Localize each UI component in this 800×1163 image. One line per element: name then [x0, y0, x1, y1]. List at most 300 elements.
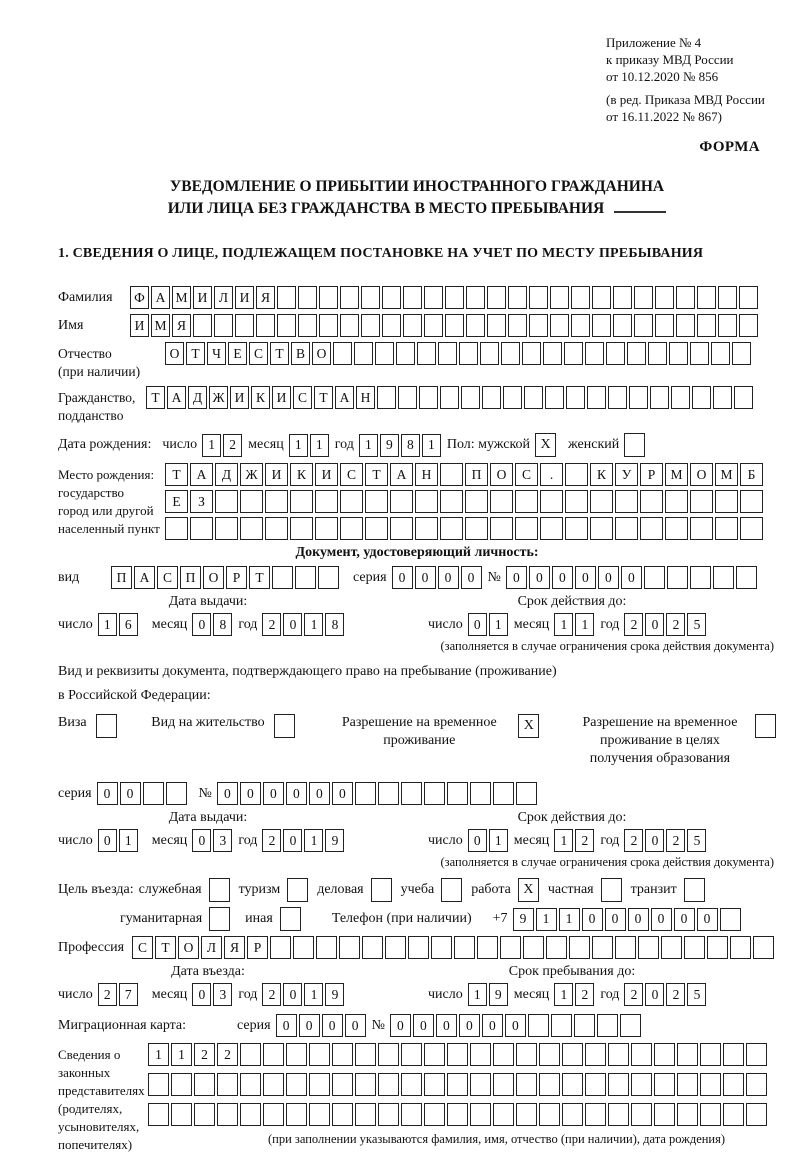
char-cell[interactable] [753, 936, 774, 959]
char-cell[interactable]: 0 [309, 782, 330, 805]
char-cell[interactable] [713, 566, 734, 589]
char-cell[interactable]: 1 [289, 434, 308, 457]
char-cell[interactable]: Р [247, 936, 268, 959]
char-cell[interactable] [562, 1073, 583, 1096]
char-cell[interactable] [697, 314, 716, 337]
char-cell[interactable] [365, 490, 388, 513]
char-cell[interactable] [440, 386, 459, 409]
char-cell[interactable]: С [293, 386, 312, 409]
char-cell[interactable]: 0 [645, 829, 664, 852]
char-cell[interactable] [480, 342, 499, 365]
char-cell[interactable] [592, 936, 613, 959]
char-cell[interactable]: 0 [468, 613, 487, 636]
char-cell[interactable] [265, 517, 288, 540]
char-cell[interactable] [487, 286, 506, 309]
purpose-humanitarian-checkbox[interactable] [209, 907, 230, 931]
char-cell[interactable] [606, 342, 625, 365]
char-cell[interactable] [355, 1073, 376, 1096]
char-cell[interactable] [286, 1103, 307, 1126]
char-cell[interactable] [319, 286, 338, 309]
char-cell[interactable]: 0 [482, 1014, 503, 1037]
char-cell[interactable] [669, 342, 688, 365]
char-cell[interactable] [447, 1103, 468, 1126]
char-cell[interactable]: И [235, 286, 254, 309]
char-cell[interactable] [490, 490, 513, 513]
char-cell[interactable] [590, 490, 613, 513]
gender-female-checkbox[interactable] [624, 433, 645, 457]
char-cell[interactable] [194, 1073, 215, 1096]
char-cell[interactable]: 0 [628, 908, 649, 931]
char-cell[interactable] [318, 566, 339, 589]
char-cell[interactable]: 0 [605, 908, 626, 931]
char-cell[interactable]: 2 [262, 829, 281, 852]
char-cell[interactable]: 0 [322, 1014, 343, 1037]
char-cell[interactable] [332, 1043, 353, 1066]
char-cell[interactable]: 0 [459, 1014, 480, 1037]
char-cell[interactable]: Т [314, 386, 333, 409]
char-cell[interactable] [470, 1073, 491, 1096]
char-cell[interactable] [401, 1043, 422, 1066]
char-cell[interactable] [355, 1103, 376, 1126]
char-cell[interactable] [295, 566, 316, 589]
char-cell[interactable] [638, 936, 659, 959]
char-cell[interactable]: Д [215, 463, 238, 486]
char-cell[interactable]: 0 [240, 782, 261, 805]
char-cell[interactable] [690, 490, 713, 513]
char-cell[interactable] [419, 386, 438, 409]
char-cell[interactable]: 1 [304, 829, 323, 852]
char-cell[interactable] [746, 1103, 767, 1126]
char-cell[interactable] [736, 566, 757, 589]
char-cell[interactable] [333, 342, 352, 365]
char-cell[interactable]: С [340, 463, 363, 486]
char-cell[interactable] [340, 286, 359, 309]
char-cell[interactable]: 8 [401, 434, 420, 457]
char-cell[interactable]: Е [165, 490, 188, 513]
char-cell[interactable] [385, 936, 406, 959]
char-cell[interactable] [493, 782, 514, 805]
char-cell[interactable]: 0 [461, 566, 482, 589]
char-cell[interactable] [692, 386, 711, 409]
char-cell[interactable] [620, 1014, 641, 1037]
char-cell[interactable] [361, 314, 380, 337]
char-cell[interactable]: 5 [687, 613, 706, 636]
char-cell[interactable]: Н [415, 463, 438, 486]
char-cell[interactable]: 2 [223, 434, 242, 457]
char-cell[interactable]: 2 [666, 829, 685, 852]
char-cell[interactable]: 1 [554, 829, 573, 852]
char-cell[interactable] [377, 386, 396, 409]
char-cell[interactable] [500, 936, 521, 959]
char-cell[interactable] [240, 1073, 261, 1096]
char-cell[interactable] [461, 386, 480, 409]
char-cell[interactable] [550, 314, 569, 337]
char-cell[interactable] [165, 517, 188, 540]
char-cell[interactable] [592, 314, 611, 337]
char-cell[interactable]: 0 [413, 1014, 434, 1037]
char-cell[interactable]: 9 [325, 829, 344, 852]
char-cell[interactable] [718, 286, 737, 309]
char-cell[interactable] [332, 1103, 353, 1126]
char-cell[interactable] [454, 936, 475, 959]
char-cell[interactable] [590, 517, 613, 540]
char-cell[interactable]: 3 [213, 829, 232, 852]
char-cell[interactable] [543, 342, 562, 365]
char-cell[interactable]: 5 [687, 829, 706, 852]
char-cell[interactable] [540, 517, 563, 540]
char-cell[interactable] [723, 1073, 744, 1096]
char-cell[interactable] [608, 386, 627, 409]
char-cell[interactable] [424, 314, 443, 337]
char-cell[interactable] [631, 1073, 652, 1096]
char-cell[interactable] [654, 1103, 675, 1126]
char-cell[interactable]: Т [165, 463, 188, 486]
char-cell[interactable]: Д [188, 386, 207, 409]
char-cell[interactable] [277, 286, 296, 309]
char-cell[interactable]: 0 [286, 782, 307, 805]
char-cell[interactable] [585, 1043, 606, 1066]
char-cell[interactable] [516, 782, 537, 805]
char-cell[interactable] [240, 517, 263, 540]
char-cell[interactable] [263, 1073, 284, 1096]
char-cell[interactable]: 0 [438, 566, 459, 589]
char-cell[interactable] [571, 314, 590, 337]
char-cell[interactable]: О [178, 936, 199, 959]
char-cell[interactable] [217, 1073, 238, 1096]
char-cell[interactable] [309, 1043, 330, 1066]
char-cell[interactable] [286, 1073, 307, 1096]
char-cell[interactable] [654, 1073, 675, 1096]
char-cell[interactable] [539, 1103, 560, 1126]
char-cell[interactable] [661, 936, 682, 959]
residence-permit-checkbox[interactable] [274, 714, 295, 738]
char-cell[interactable] [730, 936, 751, 959]
char-cell[interactable] [627, 342, 646, 365]
char-cell[interactable] [361, 286, 380, 309]
char-cell[interactable] [382, 314, 401, 337]
char-cell[interactable] [493, 1103, 514, 1126]
char-cell[interactable] [390, 490, 413, 513]
char-cell[interactable] [654, 1043, 675, 1066]
char-cell[interactable]: С [249, 342, 268, 365]
char-cell[interactable]: 0 [674, 908, 695, 931]
char-cell[interactable]: О [312, 342, 331, 365]
char-cell[interactable] [143, 782, 164, 805]
char-cell[interactable] [470, 1103, 491, 1126]
temp-residence-checkbox[interactable]: X [518, 714, 539, 738]
char-cell[interactable] [711, 342, 730, 365]
char-cell[interactable] [640, 490, 663, 513]
char-cell[interactable]: Ж [209, 386, 228, 409]
char-cell[interactable] [319, 314, 338, 337]
char-cell[interactable]: П [111, 566, 132, 589]
char-cell[interactable]: 1 [98, 613, 117, 636]
char-cell[interactable] [715, 517, 738, 540]
char-cell[interactable] [403, 286, 422, 309]
char-cell[interactable] [676, 314, 695, 337]
char-cell[interactable]: 9 [380, 434, 399, 457]
char-cell[interactable]: 2 [666, 613, 685, 636]
char-cell[interactable] [667, 566, 688, 589]
char-cell[interactable] [690, 342, 709, 365]
char-cell[interactable] [445, 286, 464, 309]
char-cell[interactable]: 0 [529, 566, 550, 589]
char-cell[interactable] [713, 386, 732, 409]
char-cell[interactable]: 7 [119, 983, 138, 1006]
char-cell[interactable]: 0 [217, 782, 238, 805]
char-cell[interactable]: 1 [119, 829, 138, 852]
char-cell[interactable]: 1 [422, 434, 441, 457]
char-cell[interactable] [516, 1043, 537, 1066]
gender-male-checkbox[interactable]: X [535, 433, 556, 457]
char-cell[interactable]: 2 [575, 829, 594, 852]
char-cell[interactable] [528, 1014, 549, 1037]
char-cell[interactable]: Ч [207, 342, 226, 365]
char-cell[interactable] [700, 1103, 721, 1126]
char-cell[interactable]: 0 [598, 566, 619, 589]
purpose-study-checkbox[interactable] [441, 878, 462, 902]
char-cell[interactable] [378, 1103, 399, 1126]
char-cell[interactable] [640, 517, 663, 540]
char-cell[interactable] [148, 1103, 169, 1126]
char-cell[interactable]: К [251, 386, 270, 409]
char-cell[interactable] [378, 1073, 399, 1096]
char-cell[interactable] [565, 490, 588, 513]
char-cell[interactable]: 0 [468, 829, 487, 852]
char-cell[interactable] [718, 314, 737, 337]
char-cell[interactable] [277, 314, 296, 337]
char-cell[interactable]: . [540, 463, 563, 486]
char-cell[interactable] [739, 286, 758, 309]
char-cell[interactable] [240, 1103, 261, 1126]
char-cell[interactable] [608, 1103, 629, 1126]
char-cell[interactable] [566, 386, 585, 409]
char-cell[interactable] [316, 936, 337, 959]
char-cell[interactable] [365, 517, 388, 540]
char-cell[interactable] [615, 490, 638, 513]
char-cell[interactable]: А [151, 286, 170, 309]
char-cell[interactable] [671, 386, 690, 409]
char-cell[interactable]: Р [640, 463, 663, 486]
char-cell[interactable] [493, 1073, 514, 1096]
char-cell[interactable] [516, 1103, 537, 1126]
char-cell[interactable] [677, 1043, 698, 1066]
char-cell[interactable]: 0 [97, 782, 118, 805]
char-cell[interactable] [470, 782, 491, 805]
char-cell[interactable] [417, 342, 436, 365]
char-cell[interactable] [634, 286, 653, 309]
char-cell[interactable]: 0 [192, 829, 211, 852]
char-cell[interactable] [501, 342, 520, 365]
char-cell[interactable] [298, 286, 317, 309]
char-cell[interactable]: 9 [325, 983, 344, 1006]
char-cell[interactable] [613, 286, 632, 309]
char-cell[interactable]: 6 [119, 613, 138, 636]
char-cell[interactable]: 1 [304, 983, 323, 1006]
char-cell[interactable]: 9 [489, 983, 508, 1006]
char-cell[interactable] [465, 490, 488, 513]
char-cell[interactable]: 1 [575, 613, 594, 636]
char-cell[interactable]: О [165, 342, 184, 365]
char-cell[interactable] [585, 1103, 606, 1126]
char-cell[interactable] [424, 782, 445, 805]
char-cell[interactable] [415, 517, 438, 540]
char-cell[interactable]: К [590, 463, 613, 486]
char-cell[interactable]: 2 [575, 983, 594, 1006]
char-cell[interactable] [217, 1103, 238, 1126]
char-cell[interactable] [408, 936, 429, 959]
char-cell[interactable] [565, 517, 588, 540]
char-cell[interactable]: 3 [213, 983, 232, 1006]
char-cell[interactable]: 8 [213, 613, 232, 636]
char-cell[interactable] [665, 517, 688, 540]
char-cell[interactable] [272, 566, 293, 589]
char-cell[interactable]: 0 [697, 908, 718, 931]
char-cell[interactable]: 1 [554, 613, 573, 636]
char-cell[interactable] [355, 782, 376, 805]
char-cell[interactable] [615, 517, 638, 540]
char-cell[interactable] [148, 1073, 169, 1096]
char-cell[interactable] [256, 314, 275, 337]
char-cell[interactable]: 0 [283, 983, 302, 1006]
char-cell[interactable]: Т [249, 566, 270, 589]
char-cell[interactable]: 2 [262, 983, 281, 1006]
char-cell[interactable]: М [172, 286, 191, 309]
char-cell[interactable]: 2 [194, 1043, 215, 1066]
char-cell[interactable] [650, 386, 669, 409]
char-cell[interactable] [447, 1043, 468, 1066]
char-cell[interactable]: 9 [513, 908, 534, 931]
char-cell[interactable] [309, 1073, 330, 1096]
char-cell[interactable] [487, 314, 506, 337]
char-cell[interactable]: О [690, 463, 713, 486]
char-cell[interactable] [615, 936, 636, 959]
char-cell[interactable] [424, 286, 443, 309]
char-cell[interactable]: 8 [325, 613, 344, 636]
char-cell[interactable] [677, 1103, 698, 1126]
char-cell[interactable] [214, 314, 233, 337]
char-cell[interactable]: 0 [192, 983, 211, 1006]
char-cell[interactable] [608, 1043, 629, 1066]
char-cell[interactable]: Р [226, 566, 247, 589]
char-cell[interactable] [562, 1103, 583, 1126]
char-cell[interactable] [571, 286, 590, 309]
char-cell[interactable] [540, 490, 563, 513]
char-cell[interactable] [340, 490, 363, 513]
char-cell[interactable] [546, 936, 567, 959]
char-cell[interactable]: 0 [505, 1014, 526, 1037]
char-cell[interactable] [270, 936, 291, 959]
char-cell[interactable] [715, 490, 738, 513]
char-cell[interactable] [401, 1073, 422, 1096]
char-cell[interactable] [362, 936, 383, 959]
char-cell[interactable]: А [190, 463, 213, 486]
char-cell[interactable] [438, 342, 457, 365]
char-cell[interactable] [298, 314, 317, 337]
char-cell[interactable] [263, 1043, 284, 1066]
char-cell[interactable] [459, 342, 478, 365]
char-cell[interactable] [332, 1073, 353, 1096]
char-cell[interactable]: М [715, 463, 738, 486]
char-cell[interactable]: 0 [283, 829, 302, 852]
char-cell[interactable]: 2 [262, 613, 281, 636]
char-cell[interactable]: К [290, 463, 313, 486]
char-cell[interactable]: 2 [624, 829, 643, 852]
char-cell[interactable]: Т [365, 463, 388, 486]
char-cell[interactable]: 5 [687, 983, 706, 1006]
char-cell[interactable] [562, 1043, 583, 1066]
char-cell[interactable]: 2 [624, 613, 643, 636]
char-cell[interactable] [732, 342, 751, 365]
char-cell[interactable] [401, 782, 422, 805]
char-cell[interactable] [524, 386, 543, 409]
char-cell[interactable]: 0 [192, 613, 211, 636]
char-cell[interactable] [447, 782, 468, 805]
char-cell[interactable] [440, 517, 463, 540]
char-cell[interactable]: П [465, 463, 488, 486]
char-cell[interactable] [565, 463, 588, 486]
char-cell[interactable] [415, 490, 438, 513]
char-cell[interactable]: 1 [468, 983, 487, 1006]
char-cell[interactable]: И [265, 463, 288, 486]
char-cell[interactable]: И [315, 463, 338, 486]
char-cell[interactable] [539, 1073, 560, 1096]
char-cell[interactable]: 0 [276, 1014, 297, 1037]
char-cell[interactable] [263, 1103, 284, 1126]
char-cell[interactable]: М [665, 463, 688, 486]
char-cell[interactable] [545, 386, 564, 409]
char-cell[interactable]: 1 [536, 908, 557, 931]
char-cell[interactable]: 0 [98, 829, 117, 852]
char-cell[interactable] [398, 386, 417, 409]
char-cell[interactable] [390, 517, 413, 540]
char-cell[interactable] [503, 386, 522, 409]
char-cell[interactable] [286, 1043, 307, 1066]
char-cell[interactable] [240, 490, 263, 513]
char-cell[interactable]: Н [356, 386, 375, 409]
char-cell[interactable] [340, 517, 363, 540]
char-cell[interactable] [690, 566, 711, 589]
char-cell[interactable] [631, 1043, 652, 1066]
char-cell[interactable] [723, 1103, 744, 1126]
char-cell[interactable] [340, 314, 359, 337]
char-cell[interactable] [482, 386, 501, 409]
char-cell[interactable] [378, 1043, 399, 1066]
char-cell[interactable] [431, 936, 452, 959]
char-cell[interactable] [529, 314, 548, 337]
char-cell[interactable]: В [291, 342, 310, 365]
char-cell[interactable] [676, 286, 695, 309]
char-cell[interactable]: Е [228, 342, 247, 365]
char-cell[interactable]: 0 [582, 908, 603, 931]
char-cell[interactable]: Л [201, 936, 222, 959]
char-cell[interactable]: 0 [645, 983, 664, 1006]
char-cell[interactable]: И [230, 386, 249, 409]
char-cell[interactable] [564, 342, 583, 365]
purpose-transit-checkbox[interactable] [684, 878, 705, 902]
char-cell[interactable]: 0 [575, 566, 596, 589]
char-cell[interactable]: 1 [559, 908, 580, 931]
char-cell[interactable] [235, 314, 254, 337]
char-cell[interactable] [240, 1043, 261, 1066]
purpose-work-checkbox[interactable]: X [518, 878, 539, 902]
purpose-private-checkbox[interactable] [601, 878, 622, 902]
char-cell[interactable] [382, 286, 401, 309]
char-cell[interactable]: С [157, 566, 178, 589]
char-cell[interactable]: 0 [392, 566, 413, 589]
char-cell[interactable]: 2 [98, 983, 117, 1006]
char-cell[interactable] [608, 1073, 629, 1096]
